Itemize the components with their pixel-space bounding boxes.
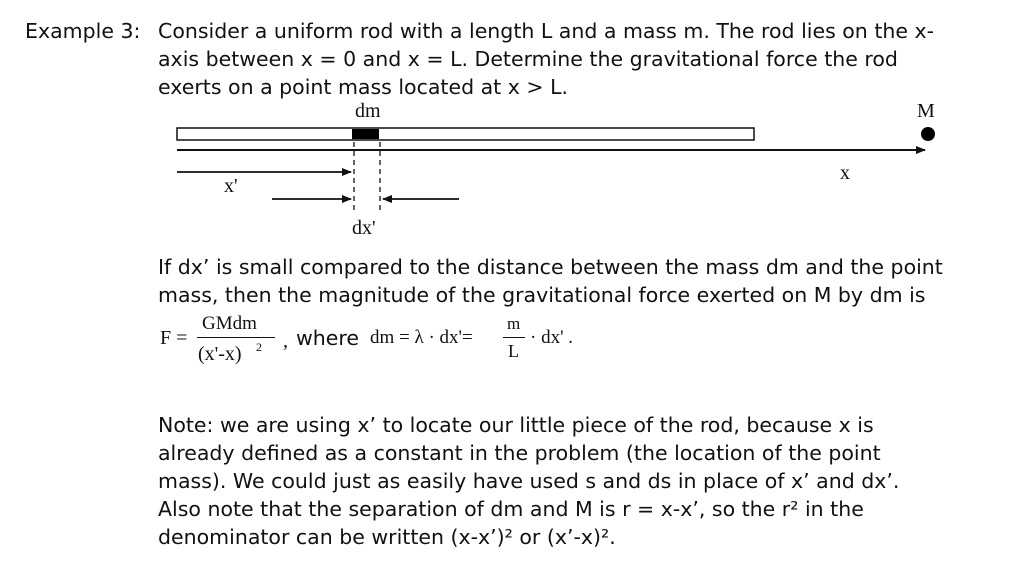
formula-tail: · dx' . xyxy=(530,327,574,348)
example-label: Example 3: xyxy=(25,19,141,43)
formula-exponent: 2 xyxy=(256,340,262,354)
M-label: M xyxy=(917,100,935,122)
problem-line-1: Consider a uniform rod with a length L and a mass m. The rod lies on the x- xyxy=(158,19,935,43)
problem-line-2: axis between x = 0 and x = L. Determine the gravitational force the rod xyxy=(158,47,898,71)
note-line-5: denominator can be written (x-x’)² or (x’-x)². xyxy=(158,525,616,549)
formula-dm-expression: dm = λ · dx'= xyxy=(370,327,473,348)
formula-fraction-bar xyxy=(197,337,275,338)
formula-where: where xyxy=(296,326,359,350)
paragraph1-line-1: If dx’ is small compared to the distance between the mass dm and the point xyxy=(158,255,943,279)
formula-F-eq: F = xyxy=(160,327,188,349)
formula-m-fraction-bar xyxy=(503,337,525,338)
note-line-2: already defined as a constant in the problem (the location of the point xyxy=(158,441,881,465)
formula-denominator: (x'-x) xyxy=(198,343,242,365)
note-line-3: mass). We could just as easily have used s and ds in place of x’ and dx’. xyxy=(158,469,900,493)
note-line-1: Note: we are using x’ to locate our little piece of the rod, because x is xyxy=(158,413,874,437)
xprime-label: x' xyxy=(224,175,238,197)
problem-line-3: exerts on a point mass located at x > L. xyxy=(158,75,569,99)
formula-L-denominator: L xyxy=(508,341,519,361)
paragraph1-line-2: mass, then the magnitude of the gravitational force exerted on M by dm is xyxy=(158,283,926,307)
formula-numerator: GMdm xyxy=(202,313,257,334)
x-label: x xyxy=(840,162,850,184)
formula-comma: , xyxy=(283,330,288,352)
formula-m-numerator: m xyxy=(507,314,521,333)
note-line-4: Also note that the separation of dm and M is r = x-x’, so the r² in the xyxy=(158,497,864,521)
dxprime-label: dx' xyxy=(352,217,376,239)
dm-label: dm xyxy=(355,100,381,122)
